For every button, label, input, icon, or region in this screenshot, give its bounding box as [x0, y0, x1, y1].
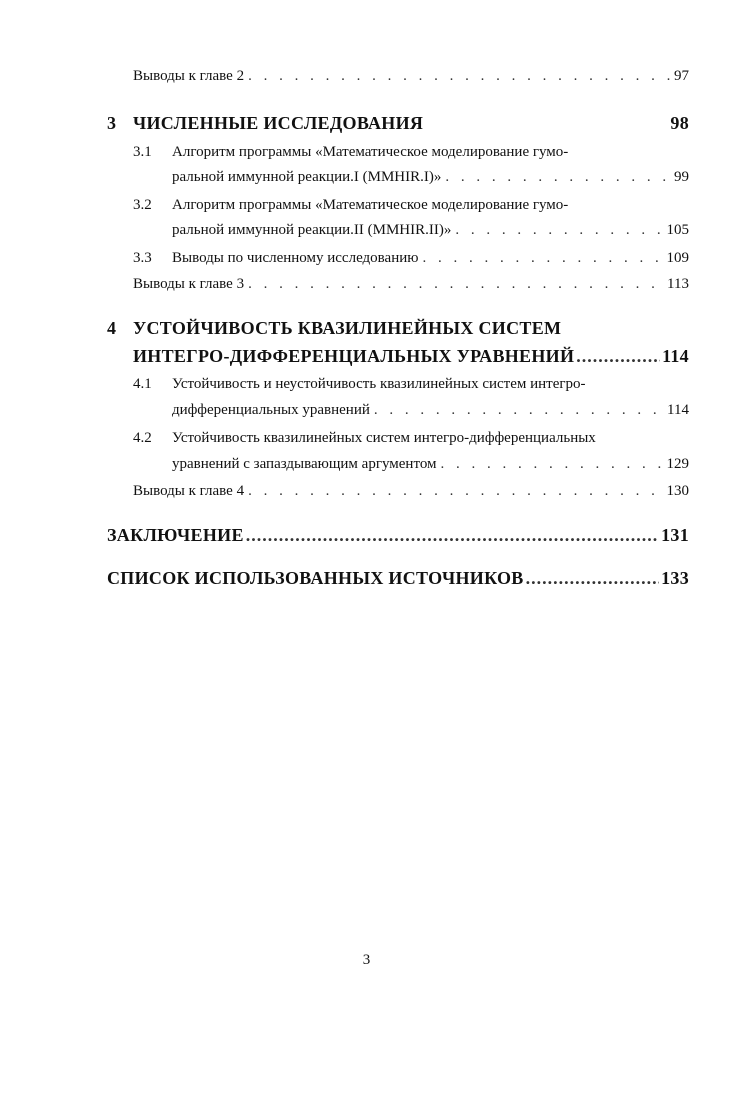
- chapter-number: 3: [107, 113, 116, 133]
- page-number: 3: [362, 952, 371, 968]
- section-page: 109: [666, 250, 689, 266]
- toc-entry-ch3-conclusion[interactable]: [133, 276, 689, 293]
- references-page: 133: [661, 568, 689, 588]
- toc-entry-label: Выводы к главе 2: [133, 68, 245, 84]
- toc-dot-leader: [246, 525, 659, 546]
- section-title-line1[interactable]: Алгоритм программы «Математическое моделирование гумо-: [172, 144, 569, 160]
- chapter-page: 114: [662, 346, 689, 366]
- section-title-line1[interactable]: Устойчивость и неустойчивость квазилинейных систем интегро-: [172, 376, 586, 392]
- toc-section-3-2[interactable]: [172, 222, 689, 239]
- section-page: 114: [667, 402, 689, 418]
- chapter-number: 4: [107, 318, 116, 338]
- section-title-line2: дифференциальных уравнений: [172, 402, 370, 418]
- toc-entry-label: Выводы к главе 4: [133, 483, 245, 499]
- toc-entry-page: 130: [666, 483, 689, 499]
- chapter-title: ЧИСЛЕННЫЕ ИССЛЕДОВАНИЯ: [133, 113, 424, 133]
- section-title-line2: уравнений с запаздывающим аргументом: [172, 456, 437, 472]
- toc-section-3-3[interactable]: [172, 250, 689, 267]
- toc-dot-leader: [441, 456, 663, 473]
- toc-dot-leader: [445, 169, 670, 186]
- toc-dot-leader: [248, 68, 670, 85]
- section-title-line1[interactable]: Алгоритм программы «Математическое моделирование гумо-: [172, 197, 569, 213]
- section-title-line1[interactable]: Устойчивость квазилинейных систем интегро-дифференциальных: [172, 430, 596, 446]
- section-number: 3.3: [133, 250, 152, 266]
- toc-dot-leader: [526, 568, 660, 589]
- section-number: 3.1: [133, 144, 152, 160]
- section-number: 3.2: [133, 197, 152, 213]
- toc-entry-page: 97: [674, 68, 689, 84]
- toc-references[interactable]: [107, 568, 689, 589]
- toc-entry-label: Выводы к главе 3: [133, 276, 245, 292]
- toc-entry-ch2-conclusion[interactable]: [133, 68, 689, 85]
- section-page: 129: [666, 456, 689, 472]
- toc-dot-leader: [576, 346, 660, 367]
- chapter-title-line1[interactable]: УСТОЙЧИВОСТЬ КВАЗИЛИНЕЙНЫХ СИСТЕМ: [133, 318, 562, 338]
- toc-dot-leader: [248, 483, 662, 500]
- toc-section-3-1[interactable]: [172, 169, 689, 186]
- toc-entry-ch4-conclusion[interactable]: [133, 483, 689, 500]
- section-title-line2: ральной иммунной реакции.I (MMHIR.I)»: [172, 169, 442, 185]
- toc-dot-leader: [455, 222, 662, 239]
- conclusion-title: ЗАКЛЮЧЕНИЕ: [107, 525, 244, 545]
- toc-dot-leader: [248, 276, 663, 293]
- toc-chapter-3[interactable]: [133, 113, 689, 134]
- conclusion-page: 131: [661, 525, 689, 545]
- toc-section-4-2[interactable]: [172, 456, 689, 473]
- section-title-line2: ральной иммунной реакции.II (MMHIR.II)»: [172, 222, 452, 238]
- toc-dot-leader: [374, 402, 663, 419]
- section-number: 4.1: [133, 376, 152, 392]
- section-title: Выводы по численному исследованию: [172, 250, 419, 266]
- toc-section-4-1[interactable]: [172, 402, 689, 419]
- toc-entry-page: 113: [667, 276, 689, 292]
- section-page: 105: [666, 222, 689, 238]
- toc-chapter-4[interactable]: [133, 346, 689, 367]
- chapter-title-line2: ИНТЕГРО-ДИФФЕРЕНЦИАЛЬНЫХ УРАВНЕНИЙ: [133, 346, 575, 366]
- section-number: 4.2: [133, 430, 152, 446]
- section-page: 99: [674, 169, 689, 185]
- references-title: СПИСОК ИСПОЛЬЗОВАННЫХ ИСТОЧНИКОВ: [107, 568, 524, 588]
- chapter-page: 98: [670, 113, 689, 133]
- toc-dot-leader: [422, 250, 662, 267]
- toc-conclusion[interactable]: [107, 525, 689, 546]
